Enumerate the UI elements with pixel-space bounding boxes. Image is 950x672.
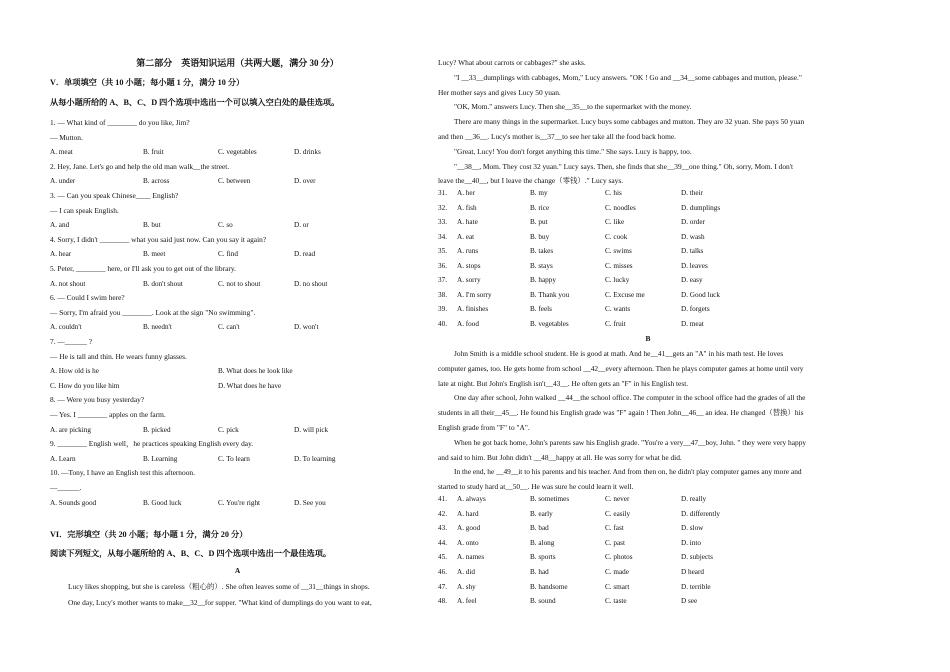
option: D. will pick [294,425,329,434]
option: C. smart [605,582,630,591]
option: D see [681,597,698,606]
question-stem: 9. ________ English well，he practices speaking English every day. [50,439,254,449]
option: B. stays [530,261,553,270]
passage-line: In the end, he __49__it to his parents and his teacher. And from then on, he didn't play computer games any more and [454,467,802,477]
option: A. Sounds good [50,498,97,507]
option: A. hear [50,250,72,259]
option: D. terrible [681,582,711,591]
option: A. her [457,189,475,197]
option-number: 41. [438,495,447,503]
option: C. misses [605,261,633,270]
option-number: 39. [438,305,447,313]
option: D. Good luck [681,290,720,299]
option: A. always [457,495,486,503]
option: A. names [457,553,485,562]
option: C. vegetables [218,148,257,157]
option: A. under [50,177,76,186]
option: B. feels [530,305,552,313]
question-stem: — He is tall and thin. He wears funny glasses. [50,351,187,361]
question-stem: 10. —Tony, I have an English test this afternoon. [50,468,195,478]
option: C. between [218,177,251,186]
passage-line: and said to him. But John didn't __48__happy at all. He was sorry for what he did. [438,452,682,462]
passage-b-label: B [645,334,651,343]
option: D. To learning [294,454,336,463]
option: D. differently [681,509,720,518]
option: D. leaves [681,261,708,270]
option: A. hard [457,509,479,518]
option-number: 38. [438,290,447,299]
option: D. talks [681,247,704,255]
option: D. drinks [294,148,321,157]
option: D. really [681,495,707,503]
option: C. fast [605,524,624,533]
question-stem: 5. Peter, ________ here, or I'll ask you to get out of the library. [50,264,236,273]
option: C. made [605,568,629,576]
option: B. vegetables [530,319,569,328]
passage-line: late at night. But John's English isn't__43__. He often gets an "F" in his English test. [438,378,689,388]
option: C. pick [218,425,239,434]
option-number: 47. [438,582,447,591]
option: A. meat [50,148,73,157]
option: A. shy [457,582,476,591]
option: A. food [457,319,479,328]
option: C. his [605,189,622,197]
option: C. never [605,495,630,503]
option: D. easy [681,276,703,284]
option: D. read [294,250,316,259]
option: B. needn't [143,323,172,332]
option: B. but [143,221,161,230]
option: B. picked [143,425,171,434]
option: C. swims [605,247,632,255]
option: B. sometimes [530,495,570,503]
option: A. How old is he [50,367,99,376]
option: D. won't [294,323,319,332]
passage-line: leave the__40__, but I leave the change（零钱）." Lucy says. [438,176,624,186]
option-number: 34. [438,232,447,241]
option: C. not to shout [218,279,261,288]
option: A. eat [457,232,475,241]
question-stem: — Yes. I ________ apples on the farm. [50,410,166,419]
passage-line: There are many things in the supermarket. Lucy buys some cabbages and mutton. They are 32 yuan. She pays 50 yuan [454,117,805,127]
option-number: 43. [438,524,447,533]
passage-line: Lucy likes shopping, but she is careless（粗心的）. She often leaves some of __31__things in shops. [68,582,370,591]
option: C. fruit [605,319,626,328]
option: B. rice [530,203,550,212]
question-stem: 3. — Can you speak Chinese____ English? [50,191,179,200]
option: B. Good luck [143,498,182,507]
option: A. sorry [457,276,481,284]
option: D. their [681,189,703,197]
option: D. over [294,177,316,186]
option: D. forgets [681,305,710,313]
option: C. lucky [605,276,630,284]
option: B. along [530,538,555,547]
option-number: 31. [438,189,447,197]
option: A. and [50,221,70,230]
option: B. takes [530,247,554,255]
option: D. order [681,218,705,226]
section-v-instructions: 从每小题所给的 A、B、C、D 四个选项中选出一个可以填入空白处的最佳选项。 [50,98,340,107]
option: B. early [530,509,553,518]
option: D. meat [681,319,704,328]
option: B. put [530,218,548,226]
option: A. couldn't [50,323,82,332]
part-title: 第二部分 英语知识运用（共两大题，满分 30 分） [136,58,339,68]
option: B. fruit [143,148,164,157]
section-vi-instructions: 阅读下列短文，从每小题所给的 A、B、C、D 四个选项中选出一个最佳选项。 [50,549,332,558]
question-stem: — Sorry, I'm afraid you ________. Look at the sign "No swimming". [50,307,256,317]
option: A. hate [457,218,478,226]
option: C. find [218,250,238,259]
option: B. sound [530,597,556,606]
option: C. To learn [218,454,250,463]
question-stem: 1. — What kind of ________ do you like, Jim? [50,118,190,127]
option-number: 35. [438,247,447,255]
option: D. into [681,538,701,547]
option: D. no shout [294,279,328,288]
option-number: 32. [438,203,447,212]
option-number: 42. [438,509,447,518]
option: B. Learning [143,454,178,463]
option: B. buy [530,232,550,241]
option: A. finishes [457,305,489,313]
option: C. easily [605,509,631,518]
passage-line: "OK, Mom." answers Lucy. Then she__35__to the supermarket with the money. [454,102,692,112]
option: B. sports [530,553,556,562]
option-number: 48. [438,597,447,606]
question-stem: 6. — Could I swim here? [50,293,125,303]
option: B. Thank you [530,290,570,299]
question-stem: 7. —______ ? [50,337,93,346]
option: C. cook [605,232,628,241]
option: A. are picking [50,425,91,434]
option: A. Learn [50,454,76,463]
option: C. Excuse me [605,290,645,299]
option: A. fish [457,203,477,212]
option: D heard [681,568,704,576]
section-vi-title: VI．完形填空（共 20 小题；每小题 1 分，满分 20 分） [50,530,248,539]
passage-line: and then __36__. Lucy's mother is__37__to see her take all the food back home. [438,132,676,141]
question-stem: 2. Hey, Jane. Let's go and help the old man walk__the street. [50,161,230,171]
passage-line: "I __33__dumplings with cabbages, Mom," Lucy answers. "OK ! Go and __34__some cabbages and mutton, please." [454,72,802,82]
option-number: 46. [438,568,447,576]
option: A. good [457,524,481,533]
passage-line: One day, Lucy's mother wants to make__32__for supper. "What kind of dumplings do you want to eat, [68,598,372,607]
option: A. onto [457,538,479,547]
option: A. I'm sorry [457,290,492,299]
option: D. slow [681,524,704,533]
option: A. not shout [50,279,86,288]
option: A. runs [457,247,479,255]
option: C. noodles [605,203,636,212]
passage-line: Lucy? What about carrots or cabbages?" she asks. [438,58,586,67]
passage-line: "Great, Lucy! You don't forget anything this time." She says. Lucy is happy, too. [454,146,692,156]
option-number: 40. [438,319,447,328]
passage-a-label: A [234,566,241,575]
option-number: 36. [438,261,447,270]
option: C. like [605,218,625,226]
option: B. happy [530,276,556,284]
option: A. feel [457,597,477,606]
passage-line: John Smith is a middle school student. He is good at math. And he__41__gets an "A" in his math test. He loves [454,349,784,358]
option: C. past [605,538,625,547]
option: B. bad [530,524,549,533]
option: B. don't shout [143,279,183,288]
question-stem: — I can speak English. [50,205,119,215]
option: B. meet [143,250,166,259]
option: C. wants [605,305,631,313]
passage-line: English grade from "F" to "A". [438,423,530,432]
passage-line: started to study hard at__50__. He was sure he could learn it well. [438,482,634,492]
option: D. See you [294,498,326,507]
passage-line: Her mother says and gives Lucy 50 yuan. [438,87,561,97]
option: D. subjects [681,553,713,562]
question-stem: — Mutton. [50,132,83,142]
option: B. handsome [530,582,568,591]
passage-line: When he got back home, John's parents saw his English grade. "You're a very__47__boy, John. " they were very happy [454,437,807,447]
option: C. photos [605,553,633,562]
option: B. had [530,568,549,576]
option: D. dumplings [681,203,721,212]
passage-line: computer games, too. He gets home from school __42__every afternoon. Then he plays computer games at home until very [438,363,804,373]
option: C. How do you like him [50,381,120,390]
option: B. What does he look like [218,367,293,376]
option-number: 45. [438,553,447,562]
option: C. so [218,221,233,230]
option: C. You're right [218,498,261,507]
option: C. taste [605,597,627,606]
section-v-title: V．单项填空（共 10 小题；每小题 1 分，满分 10 分） [50,78,245,87]
option: A. did [457,568,475,576]
option-number: 33. [438,218,447,226]
option: A. stops [457,261,481,270]
option: B. my [530,189,548,197]
option-number: 44. [438,538,447,547]
passage-line: One day after school, John walked __44__the school office. The computer in the school office had the grades of all the [454,393,806,403]
question-stem: 4. Sorry, I didn't ________ what you said just now. Can you say it again? [50,234,267,244]
passage-line: "__38__, Mom. They cost 32 yuan." Lucy says. Then, she finds that she__39__one thing." Oh, sorry, Mom. I don't [454,161,794,171]
question-stem: 8. — Were you busy yesterday? [50,395,145,405]
passage-line: students in all their__45__. He found his English grade was "F" again ! Then John__46__ an idea. He changed（替换）his [438,408,804,418]
question-stem: —______. [50,483,82,492]
option-number: 37. [438,276,447,284]
option: D. What does he have [218,381,282,390]
option: C. can't [218,323,240,332]
option: D. wash [681,232,705,241]
option: D. or [294,221,309,230]
option: B. across [143,177,170,186]
